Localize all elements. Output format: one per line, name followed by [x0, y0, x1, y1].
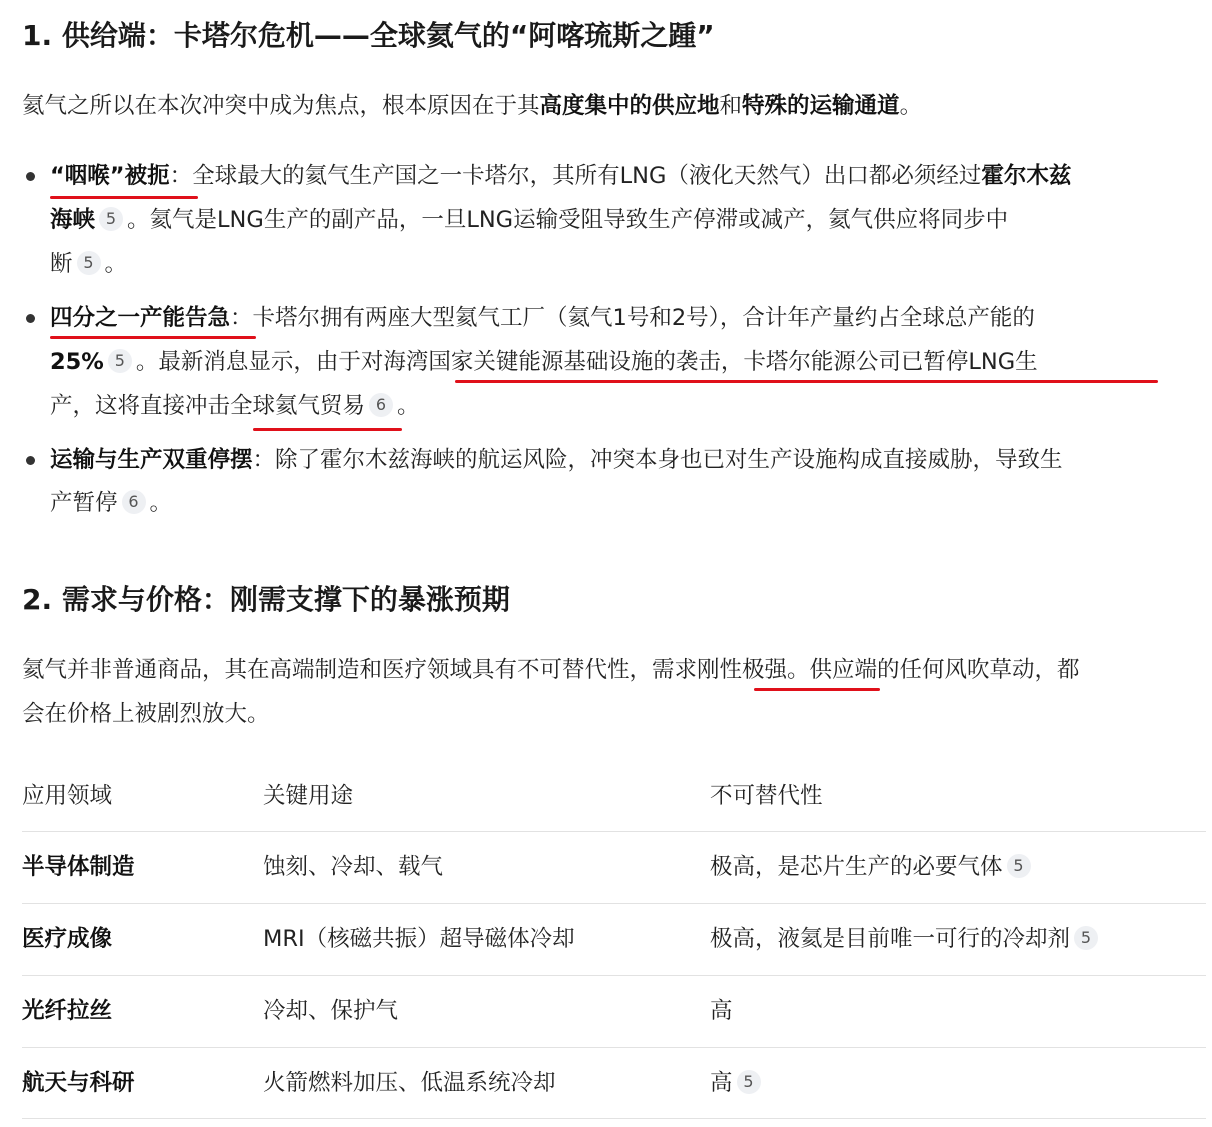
- table-divider: [22, 1118, 1206, 1119]
- table-divider: [22, 1047, 1206, 1048]
- bullet-1-line-2: [50, 198, 1008, 242]
- table-cell-use: 冷却、保护气: [263, 998, 399, 1024]
- section-1-heading: 1. 供给端：卡塔尔危机——全球氦气的“阿喀琉斯之踵”: [22, 19, 715, 52]
- table-cell-irreplaceability: 极高，液氦是目前唯一可行的冷却剂 5: [710, 917, 1102, 961]
- table-header-use: 关键用途: [263, 783, 354, 809]
- bullet-2-text: 。: [397, 393, 420, 419]
- bullet-1-line-3: [50, 242, 127, 286]
- section-2-intro-line-2: 会在价格上被剧烈放大。: [22, 701, 270, 727]
- bullet-1-bold-strait: 霍尔木兹: [981, 163, 1072, 189]
- bullet-3-title: 运输与生产双重停摆: [50, 447, 253, 473]
- bullet-1-text: 。: [104, 251, 128, 277]
- intro-text: 和: [719, 93, 743, 119]
- table-cell-irreplaceability: 极高，是芯片生产的必要气体 5: [710, 845, 1035, 889]
- bullet-1-bold-strait: 海峡: [50, 207, 96, 233]
- bullet-1-text: ：全球最大的氦气生产国之一卡塔尔，其所有LNG（液化天然气）出口都必须经过: [169, 163, 982, 189]
- table-cell-field: 半导体制造: [22, 854, 135, 880]
- intro-text: 。: [899, 93, 923, 119]
- table-cell-field: 光纤拉丝: [22, 998, 113, 1024]
- table-header-irreplaceability: 不可替代性: [710, 783, 823, 809]
- bullet-2-line-1: [50, 296, 1035, 340]
- table-divider: [22, 903, 1206, 904]
- bullet-dot: [26, 314, 35, 323]
- section-1-intro: [22, 84, 922, 128]
- section-2-heading: 2. 需求与价格：刚需支撑下的暴涨预期: [22, 583, 510, 616]
- intro-text: 氦气之所以在本次冲突中成为焦点，根本原因在于其: [22, 93, 540, 119]
- bullet-2-text: ：卡塔尔拥有两座大型氦气工厂（氦气1号和2号），合计年产量约占全球总产能的: [230, 305, 1035, 331]
- bullet-3-line-2: [50, 481, 172, 525]
- bullet-2-line-3: [50, 384, 420, 428]
- citation-badge[interactable]: 5: [108, 349, 132, 373]
- bullet-1-title: “咽喉”被扼: [50, 163, 170, 189]
- citation-badge[interactable]: 5: [737, 1070, 761, 1094]
- table-divider: [22, 831, 1206, 832]
- table-cell-use: MRI（核磁共振）超导磁体冷却: [263, 926, 575, 952]
- table-cell-use: 蚀刻、冷却、载气: [263, 854, 444, 880]
- bullet-3-line-1: [50, 438, 1063, 482]
- red-underline: [754, 688, 880, 691]
- citation-badge[interactable]: 5: [1007, 854, 1031, 878]
- bullet-3-text: ：除了霍尔木兹海峡的航运风险，冲突本身也已对生产设施构成直接威胁，导致生: [252, 447, 1063, 473]
- red-underline: [455, 380, 1158, 383]
- bullet-2-percent: 25%: [50, 349, 104, 375]
- citation-badge[interactable]: 6: [369, 393, 393, 417]
- table-cell-irreplaceability: 高 5: [710, 1061, 765, 1105]
- table-cell-irreplaceability: 高: [710, 998, 733, 1024]
- intro-bold-supply: 高度集中的供应地: [539, 93, 720, 119]
- citation-badge[interactable]: 5: [1074, 926, 1098, 950]
- bullet-2-text: 。最新消息显示，由于对海湾国家关键能源基础设施的袭击，卡塔尔能源公司已暂停LNG生: [135, 349, 1038, 375]
- red-underline: [253, 428, 402, 431]
- table-cell-use: 火箭燃料加压、低温系统冷却: [263, 1070, 556, 1096]
- table-header-field: 应用领域: [22, 783, 113, 809]
- citation-badge[interactable]: 5: [77, 251, 101, 275]
- bullet-2-line-2: [50, 340, 1038, 384]
- bullet-3-text: 。: [149, 490, 173, 516]
- table-cell-field: 航天与科研: [22, 1070, 135, 1096]
- bullet-2-title: 四分之一产能告急: [50, 305, 231, 331]
- bullet-1-text: 。氦气是LNG生产的副产品，一旦LNG运输受阻导致生产停滞或减产，氦气供应将同步中: [127, 207, 1009, 233]
- red-underline: [50, 336, 256, 339]
- bullet-dot: [26, 456, 35, 465]
- bullet-3-text: 产暂停: [50, 490, 118, 516]
- table-cell-field: 医疗成像: [22, 926, 113, 952]
- bullet-dot: [26, 172, 35, 181]
- bullet-2-text: 产，这将直接冲击全球氦气贸易: [50, 393, 366, 419]
- citation-badge[interactable]: 5: [99, 207, 123, 231]
- bullet-1-line-1: [50, 154, 1071, 198]
- section-2-intro-line-1: 氦气并非普通商品，其在高端制造和医疗领域具有不可替代性，需求刚性极强。供应端的任何风吹草动，都: [22, 657, 1080, 683]
- table-divider: [22, 975, 1206, 976]
- red-underline: [50, 196, 198, 199]
- citation-badge[interactable]: 6: [122, 490, 146, 514]
- intro-bold-transport: 特殊的运输通道: [742, 93, 900, 119]
- bullet-1-text: 断: [50, 251, 73, 277]
